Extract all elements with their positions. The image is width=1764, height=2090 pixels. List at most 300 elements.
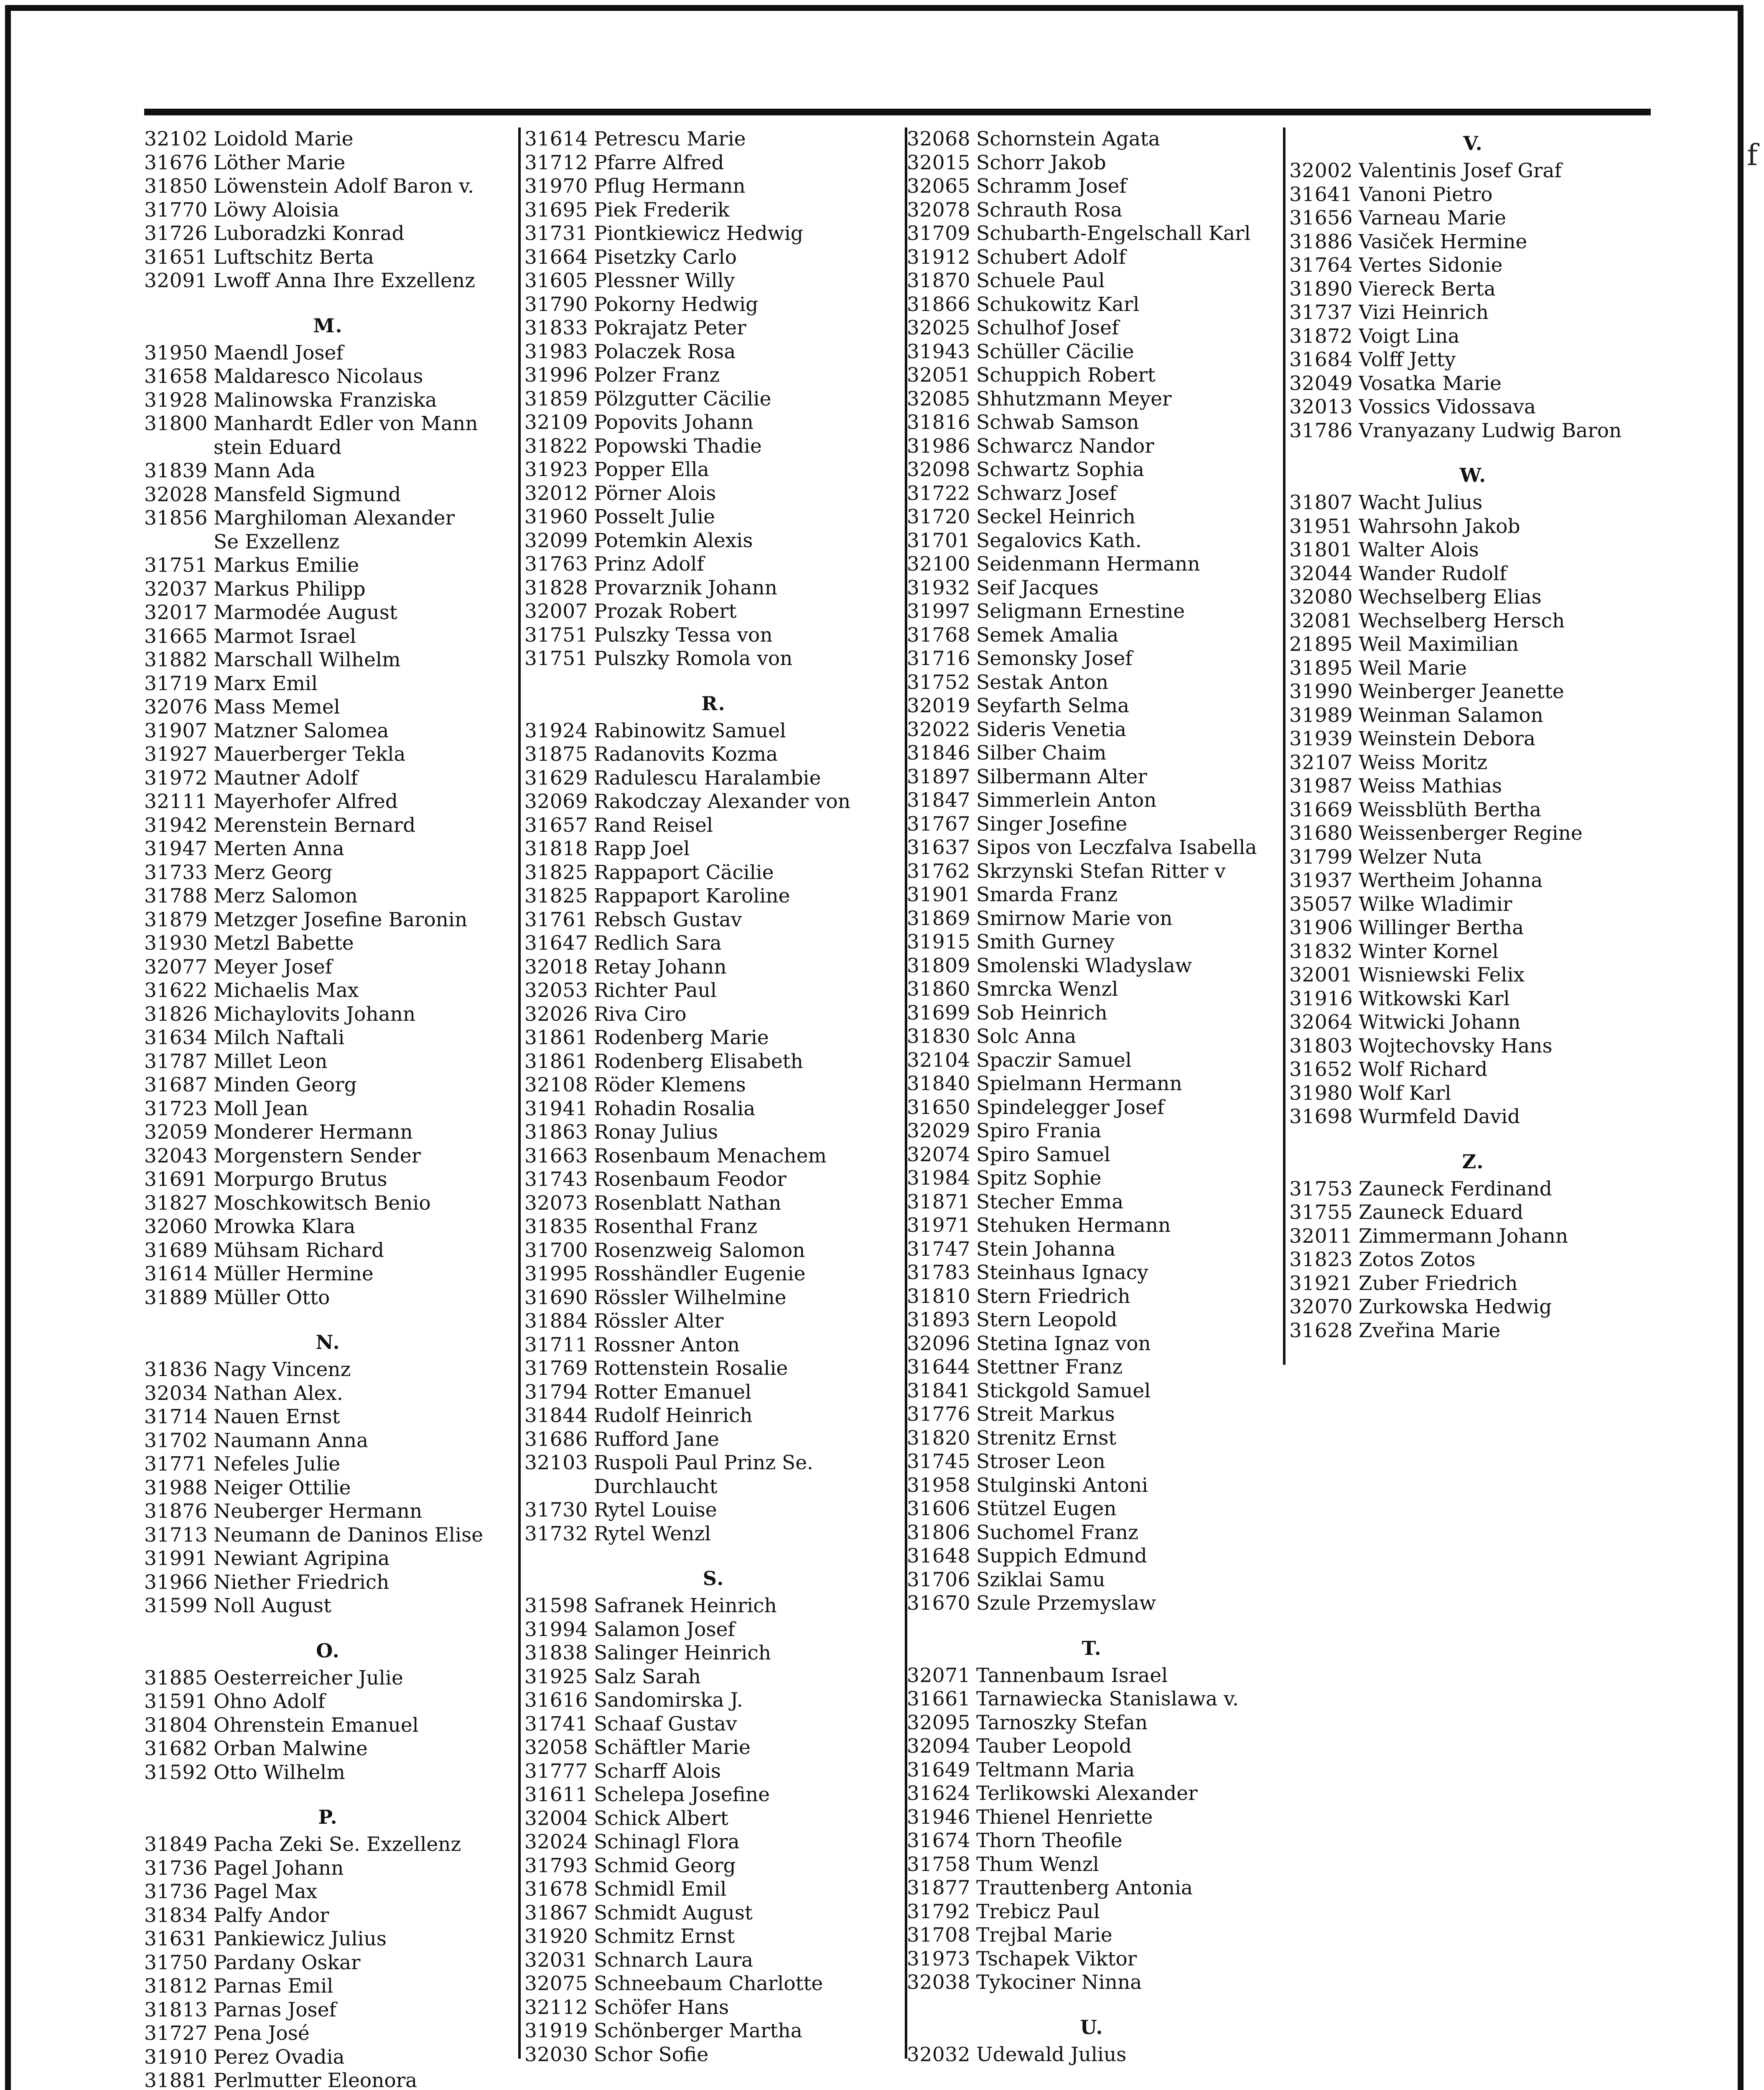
entry-number: 31943 (907, 340, 971, 363)
entry-number: 31751 (524, 623, 588, 647)
list-item (907, 1450, 1277, 1474)
list-item (1289, 1035, 1657, 1058)
list-item (907, 1568, 1277, 1592)
list-item (144, 1833, 512, 1857)
list-item (1289, 325, 1657, 349)
entry-name: Wolf Karl (1359, 1081, 1451, 1105)
list-item (907, 1664, 1277, 1688)
list-item (907, 246, 1277, 270)
entry-number: 31984 (907, 1167, 971, 1190)
entry-name: Suppich Edmund (976, 1545, 1147, 1568)
entry-number: 31861 (524, 1050, 588, 1073)
entry-number: 32018 (524, 955, 588, 979)
entry-name: Steinhaus Ignacy (976, 1261, 1148, 1284)
entry-name: Neumann de Daninos Elise (214, 1523, 484, 1547)
entry-name: Tannenbaum Israel (976, 1664, 1168, 1687)
list-item (144, 1761, 512, 1785)
list-item (1289, 963, 1657, 987)
entry-number: 31736 (144, 1880, 208, 1903)
entry-number: 31665 (144, 624, 208, 648)
entry-name: Rosenzweig Salomon (594, 1239, 805, 1262)
section-letter-heading: P. (318, 1806, 338, 1828)
list-item (907, 1002, 1277, 1025)
entry-number: 32034 (144, 1381, 208, 1405)
entry-number: 31809 (907, 954, 971, 977)
entry-number: 32043 (144, 1144, 208, 1167)
section-letter-heading: T. (1082, 1636, 1102, 1659)
list-item (524, 482, 903, 506)
entry-name: Pölzgutter Cäcilie (594, 387, 771, 410)
entry-name: Schubarth-Engelschall Karl (976, 222, 1251, 245)
list-item (144, 1571, 512, 1595)
list-item (144, 554, 512, 578)
entry-name: Schukowitz Karl (976, 293, 1140, 316)
entry-number: 31889 (144, 1286, 208, 1309)
entry-number: 31656 (1289, 206, 1353, 229)
list-item (144, 672, 512, 696)
list-item (907, 1403, 1277, 1427)
list-item (907, 813, 1277, 836)
list-item (1289, 775, 1657, 798)
entry-number: 31624 (907, 1782, 971, 1805)
entry-number: 31856 (144, 507, 208, 530)
entry-number: 31689 (144, 1239, 208, 1262)
entry-number: 32029 (907, 1119, 971, 1142)
list-item (1289, 1272, 1657, 1296)
entry-name: Seyfarth Selma (976, 694, 1130, 717)
list-item (524, 884, 903, 908)
entry-number: 31676 (144, 151, 208, 174)
entry-number: 31650 (907, 1096, 971, 1119)
list-item (524, 1594, 903, 1618)
entry-number: 31745 (907, 1450, 971, 1473)
list-item (907, 954, 1277, 978)
list-item (524, 553, 903, 576)
entry-name: Rappaport Cäcilie (594, 861, 774, 884)
list-item (1289, 301, 1657, 325)
entry-name: Rössler Alter (594, 1310, 724, 1333)
entry-number: 32085 (907, 387, 971, 410)
entry-name: Stehuken Hermann (976, 1214, 1171, 1237)
list-item (144, 1168, 512, 1192)
entry-name: Minden Georg (214, 1073, 357, 1096)
entry-name: Malinowska Franziska (214, 388, 437, 412)
entry-number: 31893 (907, 1308, 971, 1331)
entry-number: 31876 (144, 1500, 208, 1523)
list-item (907, 647, 1277, 671)
entry-number: 32013 (1289, 395, 1353, 418)
entry-name: Rappaport Karoline (594, 884, 790, 907)
entry-number: 31652 (1289, 1058, 1353, 1081)
entry-number: 31700 (524, 1239, 588, 1262)
entry-number: 31825 (524, 884, 588, 907)
entry-name: Welzer Nuta (1359, 845, 1482, 869)
entry-name: Marx Emil (214, 672, 318, 695)
list-item (1289, 562, 1657, 586)
entry-name: Smith Gurney (976, 930, 1115, 953)
section-letter-heading: N. (316, 1331, 341, 1353)
entry-number: 31611 (524, 1783, 588, 1806)
list-item (524, 1310, 903, 1333)
list-item (907, 482, 1277, 506)
list-item (1289, 893, 1657, 917)
margin-mark: f (1747, 138, 1758, 172)
column-3 (907, 127, 1277, 2067)
entry-name: Mayerhofer Alfred (214, 790, 398, 813)
entry-number: 31792 (907, 1900, 971, 1923)
entry-name: Schick Albert (594, 1807, 728, 1830)
entry-name: Simmerlein Anton (976, 789, 1157, 812)
entry-number: 31651 (144, 245, 208, 269)
entry-number: 31702 (144, 1429, 208, 1452)
list-item (144, 1904, 512, 1928)
entry-number: 31958 (907, 1473, 971, 1497)
entry-number: 32102 (144, 127, 208, 150)
entry-number: 31598 (524, 1594, 588, 1617)
list-item (907, 883, 1277, 907)
entry-number: 31764 (1289, 254, 1353, 277)
entry-number: 31629 (524, 766, 588, 790)
entry-number: 31997 (907, 600, 971, 623)
list-item (1289, 183, 1657, 207)
entry-name: Popovits Johann (594, 411, 753, 434)
entry-number: 31928 (144, 388, 208, 412)
list-item (907, 411, 1277, 435)
entry-name: Pokrajatz Peter (594, 316, 746, 339)
entry-number: 31846 (907, 742, 971, 765)
list-item (524, 743, 903, 767)
entry-name: Polzer Franz (594, 364, 720, 387)
entry-number: 31649 (907, 1758, 971, 1782)
list-item (524, 1760, 903, 1784)
entry-name: Weiss Mathias (1359, 775, 1502, 798)
list-item (524, 199, 903, 222)
entry-number: 31849 (144, 1833, 208, 1856)
entry-name: Schnarch Laura (594, 1948, 753, 1972)
list-item (524, 1333, 903, 1357)
entry-name: Vranyazany Ludwig Baron (1359, 419, 1622, 442)
entry-number: 31691 (144, 1168, 208, 1191)
list-item (144, 1524, 512, 1547)
entry-number: 32031 (524, 1948, 588, 1972)
entry-number: 31910 (144, 2045, 208, 2069)
entry-name: Rossner Anton (594, 1333, 740, 1356)
entry-number: 32104 (907, 1048, 971, 1072)
section-letter-heading: M. (313, 314, 343, 337)
list-item (907, 1545, 1277, 1568)
entry-name: Lwoff Anna Ihre Exzellenz (214, 269, 475, 292)
list-item (1289, 538, 1657, 562)
entry-name: Stern Friedrich (976, 1285, 1130, 1308)
entry-number: 31877 (907, 1876, 971, 1899)
entry-name: Parnas Josef (214, 1998, 336, 2021)
entry-name: Seckel Heinrich (976, 505, 1135, 528)
entry-number: 31761 (524, 908, 588, 931)
entry-number: 32053 (524, 979, 588, 1002)
entry-name: Pulszky Tessa von (594, 623, 773, 647)
entry-name: Wacht Julius (1359, 491, 1483, 514)
entry-number: 31942 (144, 813, 208, 837)
entry-number: 32038 (907, 1971, 971, 1994)
entry-name: Salz Sarah (594, 1665, 701, 1688)
entry-number: 31994 (524, 1618, 588, 1641)
list-item (524, 1830, 903, 1854)
list-item (1289, 987, 1657, 1011)
list-item (1289, 727, 1657, 751)
entry-number: 32094 (907, 1735, 971, 1758)
entry-name: Viereck Berta (1359, 277, 1496, 301)
list-item (907, 1735, 1277, 1759)
entry-name: Stern Leopold (976, 1308, 1117, 1331)
list-item (524, 1404, 903, 1428)
entry-name: Plessner Willy (594, 269, 735, 292)
list-item (144, 1880, 512, 1904)
entry-number: 31732 (524, 1522, 588, 1545)
entry-number: 32002 (1289, 159, 1353, 182)
entry-number: 31971 (907, 1214, 971, 1237)
entry-number: 31768 (907, 623, 971, 647)
entry-name: Ronay Julius (594, 1121, 718, 1144)
entry-name: Wisniewski Felix (1359, 963, 1525, 986)
entry-name: Michaelis Max (214, 979, 359, 1002)
entry-name: Zurkowska Hedwig (1359, 1295, 1552, 1318)
list-item (524, 814, 903, 838)
entry-name: Stecher Emma (976, 1190, 1124, 1213)
entry-name: Pokorny Hedwig (594, 293, 759, 316)
entry-name: stein Eduard (214, 436, 342, 459)
list-item (144, 956, 512, 979)
list-item (524, 1996, 903, 2020)
entry-name: Schmidt August (594, 1901, 753, 1924)
entry-number: 32022 (907, 718, 971, 741)
entry-name: Wechselberg Elias (1359, 586, 1542, 609)
list-item (144, 507, 512, 530)
entry-name: Monderer Hermann (214, 1121, 413, 1144)
entry-number: 31682 (144, 1737, 208, 1760)
list-item (524, 861, 903, 885)
entry-name: Markus Philipp (214, 577, 366, 601)
list-item (144, 1667, 512, 1690)
list-item (907, 860, 1277, 884)
entry-number: 31995 (524, 1262, 588, 1285)
entry-name: Sziklai Samu (976, 1568, 1105, 1591)
list-item (144, 578, 512, 602)
entry-name: Löwy Aloisia (214, 198, 339, 222)
entry-number: 31960 (524, 505, 588, 528)
entry-number: 31812 (144, 1975, 208, 1998)
list-item (524, 435, 903, 459)
entry-name: Walter Alois (1359, 538, 1479, 561)
entry-name: Tauber Leopold (976, 1735, 1132, 1758)
entry-number: 31755 (1289, 1201, 1353, 1224)
column-1 (144, 127, 512, 2090)
list-item (144, 1026, 512, 1050)
entry-number: 31753 (1289, 1177, 1353, 1200)
entry-name: Schelepa Josefine (594, 1783, 770, 1806)
entry-number: 31850 (144, 175, 208, 198)
section-letter-heading: R. (701, 692, 726, 715)
entry-number: 31713 (144, 1523, 208, 1547)
entry-number: 32001 (1289, 963, 1353, 986)
entry-number: 31820 (907, 1426, 971, 1450)
entry-number: 31841 (907, 1379, 971, 1402)
list-item (144, 1714, 512, 1738)
list-item (907, 1143, 1277, 1167)
entry-number: 31644 (907, 1356, 971, 1379)
list-item (524, 1192, 903, 1216)
list-item (907, 1900, 1277, 1924)
entry-name: Richter Paul (594, 979, 717, 1002)
list-item (907, 1592, 1277, 1616)
list-item (524, 1475, 903, 1499)
list-item (144, 837, 512, 861)
list-item (524, 1003, 903, 1027)
section-letter-heading: W. (1459, 464, 1487, 487)
entry-name: Wilke Wladimir (1359, 892, 1512, 916)
list-item (144, 1239, 512, 1263)
list-item (1289, 1011, 1657, 1035)
entry-number: 31731 (524, 222, 588, 245)
entry-number: 31860 (907, 978, 971, 1001)
entry-number: 31614 (144, 1262, 208, 1285)
list-item (144, 389, 512, 413)
section-letter-heading: S. (703, 1567, 725, 1590)
entry-name: Wertheim Johanna (1359, 869, 1543, 892)
entry-name: Shhutzmann Meyer (976, 387, 1172, 410)
entry-name: Rosshändler Eugenie (594, 1262, 806, 1285)
list-item (524, 1144, 903, 1168)
entry-name: Teltmann Maria (976, 1758, 1135, 1782)
entry-number: 31674 (907, 1829, 971, 1852)
entry-number: 31723 (144, 1097, 208, 1120)
section-letter-heading: U. (1080, 2016, 1104, 2039)
entry-name: Vizi Heinrich (1359, 301, 1489, 324)
entry-number: 31987 (1289, 775, 1353, 798)
entry-name: Wolf Richard (1359, 1058, 1488, 1081)
entry-number: 31737 (1289, 301, 1353, 324)
entry-name: Merz Georg (214, 861, 333, 884)
column-4 (1289, 127, 1657, 1343)
entry-number: 31628 (1289, 1319, 1353, 1342)
entry-name: Marghiloman Alexander (214, 507, 455, 530)
list-item (144, 1192, 512, 1216)
list-item (1289, 395, 1657, 419)
entry-name: Volff Jetty (1359, 348, 1456, 371)
entry-name: Schubert Adolf (976, 245, 1126, 269)
entry-name: Varneau Marie (1359, 206, 1506, 229)
entry-number: 31988 (144, 1476, 208, 1499)
entry-name: Redlich Sara (594, 932, 722, 955)
entry-number: 31867 (524, 1901, 588, 1924)
list-item (907, 1687, 1277, 1711)
entry-number: 32096 (907, 1332, 971, 1355)
entry-number: 31787 (144, 1050, 208, 1073)
list-item (524, 1689, 903, 1713)
list-item (524, 1736, 903, 1760)
entry-number: 31983 (524, 340, 588, 363)
entry-number: 31822 (524, 434, 588, 458)
list-item (524, 2043, 903, 2067)
entry-name: Mühsam Richard (214, 1239, 384, 1262)
entry-name: Moll Jean (214, 1097, 308, 1120)
entry-name: Tschapek Viktor (976, 1947, 1137, 1970)
entry-number: 32077 (144, 955, 208, 979)
list-item (144, 199, 512, 222)
entry-name: Schwarcz Nandor (976, 434, 1154, 458)
entry-name: Newiant Agripina (214, 1547, 390, 1570)
entry-number: 31925 (524, 1665, 588, 1688)
entry-name: Niether Friedrich (214, 1570, 389, 1594)
list-item (907, 199, 1277, 222)
entry-number: 31736 (144, 1856, 208, 1880)
entry-number: 31836 (144, 1358, 208, 1381)
entry-name: Durchlaucht (594, 1475, 718, 1498)
list-item (524, 1499, 903, 1522)
list-item (907, 978, 1277, 1002)
entry-number: 32051 (907, 364, 971, 387)
entry-number: 31973 (907, 1947, 971, 1970)
entry-number: 31741 (524, 1712, 588, 1736)
entry-name: Pagel Johann (214, 1856, 344, 1880)
entry-number: 31799 (1289, 845, 1353, 869)
entry-number: 32012 (524, 482, 588, 505)
list-item (524, 458, 903, 482)
list-item (907, 1711, 1277, 1735)
entry-name: Schulhof Josef (976, 316, 1119, 339)
entry-name: Sideris Venetia (976, 718, 1127, 741)
entry-name: Salamon Josef (594, 1618, 735, 1641)
list-item (144, 601, 512, 625)
list-item (144, 625, 512, 649)
entry-name: Rabinowitz Samuel (594, 719, 786, 742)
list-item (144, 1975, 512, 1998)
list-item (907, 1947, 1277, 1971)
entry-name: Marmot Israel (214, 624, 356, 648)
list-item (144, 2069, 512, 2090)
section-spacer (524, 1546, 903, 1562)
entry-name: Moschkowitsch Benio (214, 1191, 431, 1215)
list-item (144, 127, 512, 151)
entry-name: Witkowski Karl (1359, 987, 1510, 1010)
section-spacer (907, 1616, 1277, 1632)
list-item (144, 436, 512, 460)
entry-number: 32058 (524, 1736, 588, 1759)
list-item (524, 1665, 903, 1689)
entry-number: 31726 (144, 222, 208, 245)
entry-number: 32030 (524, 2043, 588, 2066)
entry-name: Matzner Salomea (214, 719, 389, 742)
entry-number: 31818 (524, 837, 588, 860)
entry-number: 32068 (907, 127, 971, 150)
entry-number: 31801 (1289, 538, 1353, 561)
entry-number: 31763 (524, 553, 588, 576)
list-item (524, 624, 903, 647)
entry-name: Semek Amalia (976, 623, 1119, 647)
entry-name: Mann Ada (214, 459, 316, 482)
list-item (907, 789, 1277, 813)
list-item (524, 600, 903, 624)
entry-number: 31927 (144, 743, 208, 766)
section-spacer (144, 1618, 512, 1635)
entry-number: 32107 (1289, 751, 1353, 774)
entry-number: 31991 (144, 1547, 208, 1570)
entry-number: 31859 (524, 387, 588, 410)
entry-number: 31752 (907, 670, 971, 694)
entry-number: 31657 (524, 813, 588, 837)
list-item (524, 1428, 903, 1452)
list-item (524, 1522, 903, 1546)
entry-name: Schmitz Ernst (594, 1925, 735, 1948)
